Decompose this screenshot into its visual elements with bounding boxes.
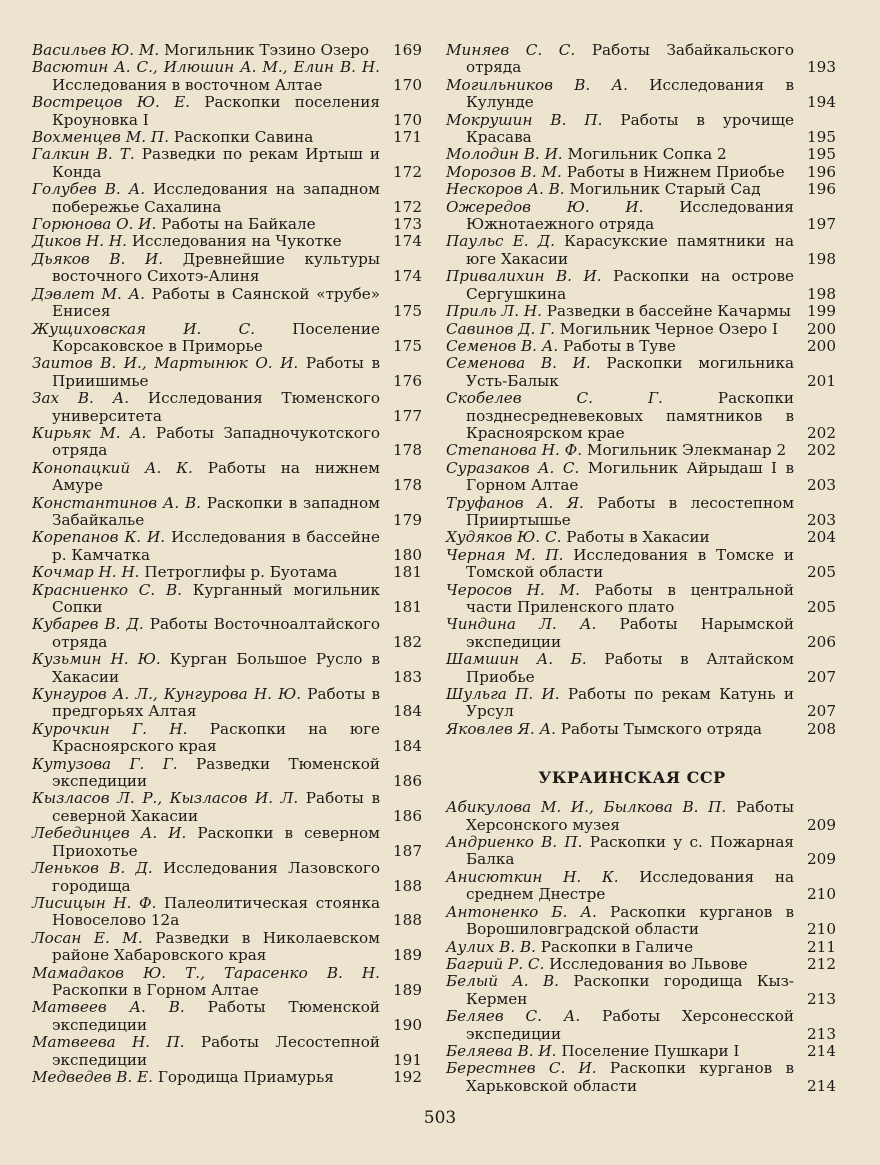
entry-page-number: 178	[393, 476, 422, 495]
entry-title: Поселение Корсаковское в Приморье	[52, 319, 380, 355]
index-entry	[32, 965, 424, 1000]
entry-page-number: 188	[393, 911, 422, 930]
entry-author: Берестнев С. И.	[446, 1059, 597, 1078]
index-entry	[446, 303, 838, 320]
entry-title: Могильник Старый Сад	[569, 180, 761, 199]
index-entry	[446, 460, 838, 495]
entry-page-number: 207	[807, 702, 836, 721]
entry-author: Конопацкий А. К.	[32, 458, 193, 477]
entry-page-number: 186	[393, 772, 422, 791]
entry-author: Абикулова М. И., Былкова В. П.	[446, 798, 727, 817]
entry-page-number: 182	[393, 632, 422, 651]
entry-page-number: 173	[393, 215, 422, 234]
index-entry	[32, 425, 424, 460]
index-entry	[446, 799, 838, 834]
index-entry	[446, 1043, 838, 1060]
entry-title: Работы в лесостепном Прииртышье	[466, 493, 795, 529]
entry-title: Раскопки могильника Усть-Балык	[466, 354, 795, 390]
entry-author: Кызласов Л. Р., Кызласов И. Л.	[32, 789, 299, 808]
entry-author: Васютин А. С., Илюшин А. М., Елин В. Н.	[32, 58, 380, 77]
entry-author: Миняев С. С.	[446, 41, 576, 59]
entry-author: Шамшин А. Б.	[446, 650, 587, 669]
entry-page-number: 184	[393, 702, 422, 721]
entry-title: Городища Приамурья	[157, 1067, 334, 1086]
entry-author: Кубарев В. Д.	[32, 615, 144, 634]
entry-page-number: 200	[807, 336, 836, 355]
entry-page-number: 196	[807, 180, 836, 199]
entry-page-number: 170	[393, 110, 422, 129]
entry-page-number: 204	[807, 528, 836, 547]
entry-page-number: 198	[807, 284, 836, 303]
entry-author: Галкин В. Т.	[32, 145, 135, 164]
index-entry	[446, 164, 838, 181]
entry-author: Мокрушин В. П.	[446, 110, 603, 129]
entry-title: Работы в предгорьях Алтая	[52, 685, 380, 721]
right-column	[446, 42, 838, 1095]
entry-title: Исследования в Кулунде	[466, 75, 794, 112]
entry-title: Разведки Тюменской экспедиции	[52, 754, 380, 791]
entry-author: Семенова В. И.	[446, 354, 591, 373]
entry-author: Семенов В. А.	[446, 336, 559, 355]
section-entries	[446, 799, 838, 1095]
entry-title: Работы в Хакасии	[566, 528, 710, 547]
entry-title: Раскопки в Горном Алтае	[52, 980, 259, 999]
index-entry	[32, 495, 424, 530]
entry-title: Исследования Тюменского университета	[52, 389, 380, 425]
entry-title: Работы Западночукотского отряда	[52, 423, 381, 460]
index-entry	[32, 825, 424, 860]
entry-page-number: 201	[807, 371, 836, 390]
entry-title: Работы Херсонского музея	[466, 798, 795, 834]
entry-page-number: 190	[393, 1015, 422, 1034]
index-entry	[446, 321, 838, 338]
entry-author: Красниенко С. В.	[32, 580, 182, 599]
entry-author: Аулих В. В.	[446, 937, 536, 956]
entry-author: Жущиховская И. С.	[32, 319, 256, 338]
entry-author: Вохменцев М. П.	[32, 128, 169, 147]
entry-page-number: 213	[807, 1024, 836, 1043]
entry-author: Леньков В. Д.	[32, 859, 153, 878]
entry-page-number: 188	[393, 876, 422, 895]
entry-title: Раскопки Савина	[173, 128, 314, 147]
index-entry	[32, 1034, 424, 1069]
index-entry	[446, 686, 838, 721]
index-entry	[32, 529, 424, 564]
entry-title: Исследования в бассейне р. Камчатка	[52, 528, 380, 564]
index-entry	[32, 651, 424, 686]
index-entry	[32, 390, 424, 425]
index-entry	[446, 181, 838, 198]
index-entry	[32, 251, 424, 286]
entry-title: Работы по рекам Катунь и Урсул	[466, 685, 795, 721]
entry-title: Работы в Алтайском Приобье	[466, 650, 794, 686]
entry-title: Разведки в бассейне Качармы	[546, 302, 791, 321]
section-title: УКРАИНСКАЯ ССР	[538, 768, 726, 788]
entry-page-number: 172	[393, 197, 422, 216]
entry-page-number: 171	[393, 128, 422, 147]
entry-author: Степанова Н. Ф.	[446, 441, 583, 460]
entry-author: Медведев В. Е.	[32, 1067, 154, 1086]
entry-author: Кочмар Н. Н.	[32, 563, 140, 582]
index-entry	[32, 42, 424, 59]
index-entry	[32, 756, 424, 791]
entry-title: Исследования на западном побережье Сахалина	[52, 180, 380, 216]
entry-page-number: 191	[393, 1050, 422, 1069]
entry-page-number: 196	[807, 162, 836, 181]
entry-page-number: 186	[393, 806, 422, 825]
index-entry	[32, 181, 424, 216]
index-entry	[446, 77, 838, 112]
index-entry	[446, 338, 838, 355]
entry-author: Молодин В. И.	[446, 145, 563, 164]
entry-author: Анисюткин Н. К.	[446, 867, 619, 886]
index-entry	[446, 390, 838, 442]
entry-title: Исследования на среднем Днестре	[466, 867, 795, 904]
index-entry	[32, 460, 424, 495]
entry-title: Разведки по рекам Иртыш и Конда	[52, 145, 380, 181]
entry-author: Багрий Р. С.	[446, 954, 545, 973]
entry-author: Худяков Ю. С.	[446, 528, 562, 547]
index-entry	[32, 616, 424, 651]
entry-author: Паульс Е. Д.	[446, 232, 555, 251]
index-entry	[32, 321, 424, 356]
entry-title: Работы в Нижнем Приобье	[566, 162, 785, 181]
entry-author: Суразаков А. С.	[446, 458, 580, 477]
entry-title: Могильник Элекманар 2	[586, 441, 787, 460]
entry-author: Матвеева Н. П.	[32, 1033, 185, 1052]
entry-title: Раскопки городища Кыз-Кермен	[466, 972, 795, 1008]
entry-page-number: 189	[393, 946, 422, 965]
index-entry	[446, 442, 838, 459]
entry-author: Савинов Д. Г.	[446, 319, 555, 338]
index-entry	[32, 686, 424, 721]
index-entry	[32, 129, 424, 146]
entry-title: Могильник Айрыдаш I в Горном Алтае	[466, 458, 795, 495]
entry-title: Раскопки поселения Кроуновка I	[52, 93, 380, 129]
index-entry	[446, 904, 838, 939]
entry-title: Курган Большое Русло в Хакасии	[52, 650, 380, 686]
entry-title: Исследования во Львове	[549, 954, 748, 973]
entry-page-number: 213	[807, 989, 836, 1008]
entry-title: Работы на Байкале	[161, 215, 316, 234]
index-entry	[32, 860, 424, 895]
index-entry	[446, 973, 838, 1008]
entry-author: Андриенко В. П.	[446, 833, 583, 852]
index-entry	[446, 1060, 838, 1095]
entry-author: Приль Л. Н.	[446, 302, 542, 321]
entry-title: Палеолитическая стоянка Новоселово 12а	[52, 893, 380, 930]
entry-page-number: 178	[393, 441, 422, 460]
entry-title: Исследования на Чукотке	[131, 232, 342, 251]
entry-author: Вострецов Ю. Е.	[32, 93, 190, 112]
entry-page-number: 210	[807, 885, 836, 904]
index-entry	[446, 529, 838, 546]
index-entry	[446, 146, 838, 163]
index-entry	[446, 939, 838, 956]
entry-page-number: 183	[393, 667, 422, 686]
index-entry	[32, 999, 424, 1034]
entry-title: Могильник Тэзино Озеро	[164, 41, 370, 59]
entry-title: Раскопки в северном Приохотье	[52, 824, 380, 860]
entry-title: Раскопки в Галиче	[540, 937, 694, 956]
entry-author: Зах В. А.	[32, 389, 130, 408]
entry-title: Исследования в восточном Алтае	[52, 75, 323, 94]
entry-page-number: 193	[807, 58, 836, 77]
entry-author: Дэвлет М. А.	[32, 284, 145, 303]
entry-title: Работы Лесостепной экспедиции	[52, 1033, 380, 1069]
entry-author: Кунгуров А. Л., Кунгурова Н. Ю.	[32, 685, 302, 704]
index-entry	[446, 956, 838, 973]
entry-page-number: 203	[807, 476, 836, 495]
entry-author: Диков Н. Н.	[32, 232, 127, 251]
entry-author: Заитов В. И., Мартынюк О. И.	[32, 354, 299, 373]
entry-title: Работы в центральной части Приленского плато	[466, 580, 794, 616]
index-entry	[32, 790, 424, 825]
entry-page-number: 189	[393, 980, 422, 999]
entry-title: Петроглифы р. Буотама	[144, 563, 338, 582]
entry-title: Работы Нарымской экспедиции	[466, 615, 794, 651]
index-entry	[446, 834, 838, 869]
entry-page-number: 199	[807, 302, 836, 321]
entry-page-number: 181	[393, 598, 422, 616]
entry-author: Черная М. П.	[446, 545, 564, 564]
entry-author: Васильев Ю. М.	[32, 41, 160, 59]
entry-author: Кутузова Г. Г.	[32, 754, 178, 773]
entry-author: Шульга П. И.	[446, 685, 560, 704]
right-column-entries	[446, 42, 838, 738]
entry-page-number: 209	[807, 850, 836, 869]
entry-author: Корепанов К. И.	[32, 528, 166, 547]
entry-title: Карасукские памятники на юге Хакасии	[466, 232, 794, 268]
entry-page-number: 212	[807, 954, 836, 973]
entry-title: Могильник Черное Озеро I	[559, 319, 779, 338]
entry-page-number: 200	[807, 319, 836, 338]
entry-author: Яковлев Я. А.	[446, 719, 556, 738]
entry-page-number: 175	[393, 302, 422, 321]
entry-author: Скобелев С. Г.	[446, 389, 663, 408]
entry-page-number: 214	[807, 1076, 836, 1095]
entry-page-number: 174	[393, 267, 422, 286]
entry-author: Нескоров А. В.	[446, 180, 565, 199]
index-entry	[446, 42, 838, 77]
entry-title: Работы на нижнем Амуре	[52, 458, 380, 495]
entry-page-number: 198	[807, 249, 836, 268]
entry-page-number: 195	[807, 128, 836, 147]
entry-author: Лосан Е. М.	[32, 928, 143, 947]
index-entry	[446, 355, 838, 390]
entry-title: Раскопки на юге Красноярского края	[52, 719, 381, 756]
index-entry	[446, 495, 838, 530]
index-entry	[32, 286, 424, 321]
entry-page-number: 210	[807, 920, 836, 939]
index-entry	[32, 582, 424, 617]
entry-title: Могильник Сопка 2	[567, 145, 727, 164]
entry-title: Раскопки курганов в Харьковской области	[466, 1059, 794, 1095]
index-entry	[32, 895, 424, 930]
index-entry	[446, 547, 838, 582]
entry-author: Кузьмин Н. Ю.	[32, 650, 161, 669]
entry-title: Раскопки в западном Забайкалье	[52, 493, 380, 529]
entry-title: Исследования Южнотаежного отряда	[466, 197, 795, 234]
entry-page-number: 175	[393, 336, 422, 355]
entry-page-number: 177	[393, 406, 422, 425]
entry-author: Ожередов Ю. И.	[446, 197, 644, 216]
entry-page-number: 176	[393, 371, 422, 390]
entry-author: Горюнова О. И.	[32, 215, 157, 234]
index-entry	[446, 112, 838, 147]
entry-author: Чиндина Л. А.	[446, 615, 597, 634]
entry-page-number: 214	[807, 1041, 836, 1060]
index-entry	[446, 199, 838, 234]
entry-author: Антоненко Б. А.	[446, 902, 597, 921]
entry-author: Черосов Н. М.	[446, 580, 580, 599]
entry-page-number: 174	[393, 232, 422, 251]
index-entry	[32, 721, 424, 756]
index-entry	[32, 94, 424, 129]
entry-page-number: 195	[807, 145, 836, 164]
entry-page-number: 180	[393, 545, 422, 564]
entry-page-number: 172	[393, 162, 422, 181]
entry-page-number: 187	[393, 841, 422, 860]
entry-title: Древнейшие культуры восточного Сихотэ-Алиня	[52, 249, 380, 286]
entry-title: Работы Восточноалтайского отряда	[52, 615, 380, 651]
entry-page-number: 169	[393, 41, 422, 59]
index-entry	[32, 355, 424, 390]
index-entry	[446, 582, 838, 617]
entry-title: Раскопки на острове Сергушкина	[466, 267, 795, 303]
index-entry	[446, 651, 838, 686]
index-entry	[446, 233, 838, 268]
entry-title: Поселение Пушкари I	[561, 1041, 740, 1060]
entry-title: Работы в северной Хакасии	[52, 789, 380, 825]
entry-title: Раскопки у с. Пожарная Балка	[466, 833, 794, 869]
entry-author: Беляева В. И.	[446, 1041, 557, 1060]
index-entry	[446, 721, 838, 738]
entry-title: Работы Тюменской экспедиции	[52, 998, 381, 1034]
entry-page-number: 197	[807, 215, 836, 234]
entry-page-number: 170	[393, 75, 422, 94]
entry-author: Труфанов А. Я.	[446, 493, 584, 512]
entry-title: Работы в Туве	[562, 336, 676, 355]
entry-title: Раскопки позднесредневековых памятников в Красноярском крае	[466, 389, 795, 442]
entry-author: Кирьяк М. А.	[32, 423, 147, 442]
index-entry	[446, 869, 838, 904]
entry-author: Курочкин Г. Н.	[32, 719, 188, 738]
entry-author: Беляев С. А.	[446, 1007, 581, 1026]
left-column	[32, 42, 424, 1086]
entry-author: Привалихин В. И.	[446, 267, 602, 286]
entry-page-number: 205	[807, 598, 836, 616]
entry-page-number: 205	[807, 563, 836, 582]
index-entry	[32, 146, 424, 181]
index-entry	[32, 216, 424, 233]
index-entry	[446, 1008, 838, 1043]
entry-page-number: 203	[807, 510, 836, 529]
entry-page-number: 207	[807, 667, 836, 686]
index-entry	[32, 233, 424, 250]
entry-title: Работы Херсонесской экспедиции	[466, 1007, 795, 1043]
entry-title: Исследования в Томске и Томской области	[466, 545, 794, 582]
entry-page-number: 202	[807, 441, 836, 460]
entry-page-number: 194	[807, 93, 836, 112]
index-entry	[446, 616, 838, 651]
entry-page-number: 209	[807, 815, 836, 834]
page-number: 503	[423, 1108, 457, 1128]
entry-author: Дьяков В. И.	[32, 249, 164, 268]
entry-title: Работы Забайкальского отряда	[466, 41, 794, 77]
entry-page-number: 181	[393, 563, 422, 582]
entry-title: Курганный могильник Сопки	[52, 580, 381, 616]
entry-title: Работы Тымского отряда	[560, 719, 762, 738]
entry-page-number: 206	[807, 632, 836, 651]
entry-author: Морозов В. М.	[446, 162, 562, 181]
entry-page-number: 179	[393, 510, 422, 529]
entry-author: Лисицын Н. Ф.	[32, 893, 157, 912]
entry-author: Могильников В. А.	[446, 75, 628, 94]
entry-page-number: 192	[393, 1067, 422, 1086]
entry-title: Раскопки курганов в Ворошиловградской области	[466, 902, 795, 939]
entry-author: Константинов А. В.	[32, 493, 201, 512]
entry-title: Исследования Лазовского городища	[52, 859, 380, 895]
entry-page-number: 211	[807, 937, 836, 956]
index-entry	[32, 564, 424, 581]
entry-title: Разведки в Николаевском районе Хабаровского края	[52, 928, 380, 965]
entry-author: Матвеев А. В.	[32, 998, 185, 1017]
index-entry	[32, 930, 424, 965]
index-entry	[446, 268, 838, 303]
entry-author: Мамадаков Ю. Т., Тарасенко В. Н.	[32, 963, 380, 982]
entry-title: Работы в Саянской «трубе» Енисея	[52, 284, 380, 321]
entry-title: Работы в урочище Красава	[466, 110, 795, 147]
entry-title: Работы в Приишимье	[52, 354, 380, 390]
entry-author: Голубев В. А.	[32, 180, 146, 199]
entry-page-number: 202	[807, 423, 836, 442]
entry-author: Лебединцев А. И.	[32, 824, 187, 843]
index-entry	[32, 59, 424, 94]
entry-page-number: 208	[807, 719, 836, 738]
entry-page-number: 184	[393, 737, 422, 756]
index-entry	[32, 1069, 424, 1086]
entry-author: Белый А. В.	[446, 972, 559, 991]
